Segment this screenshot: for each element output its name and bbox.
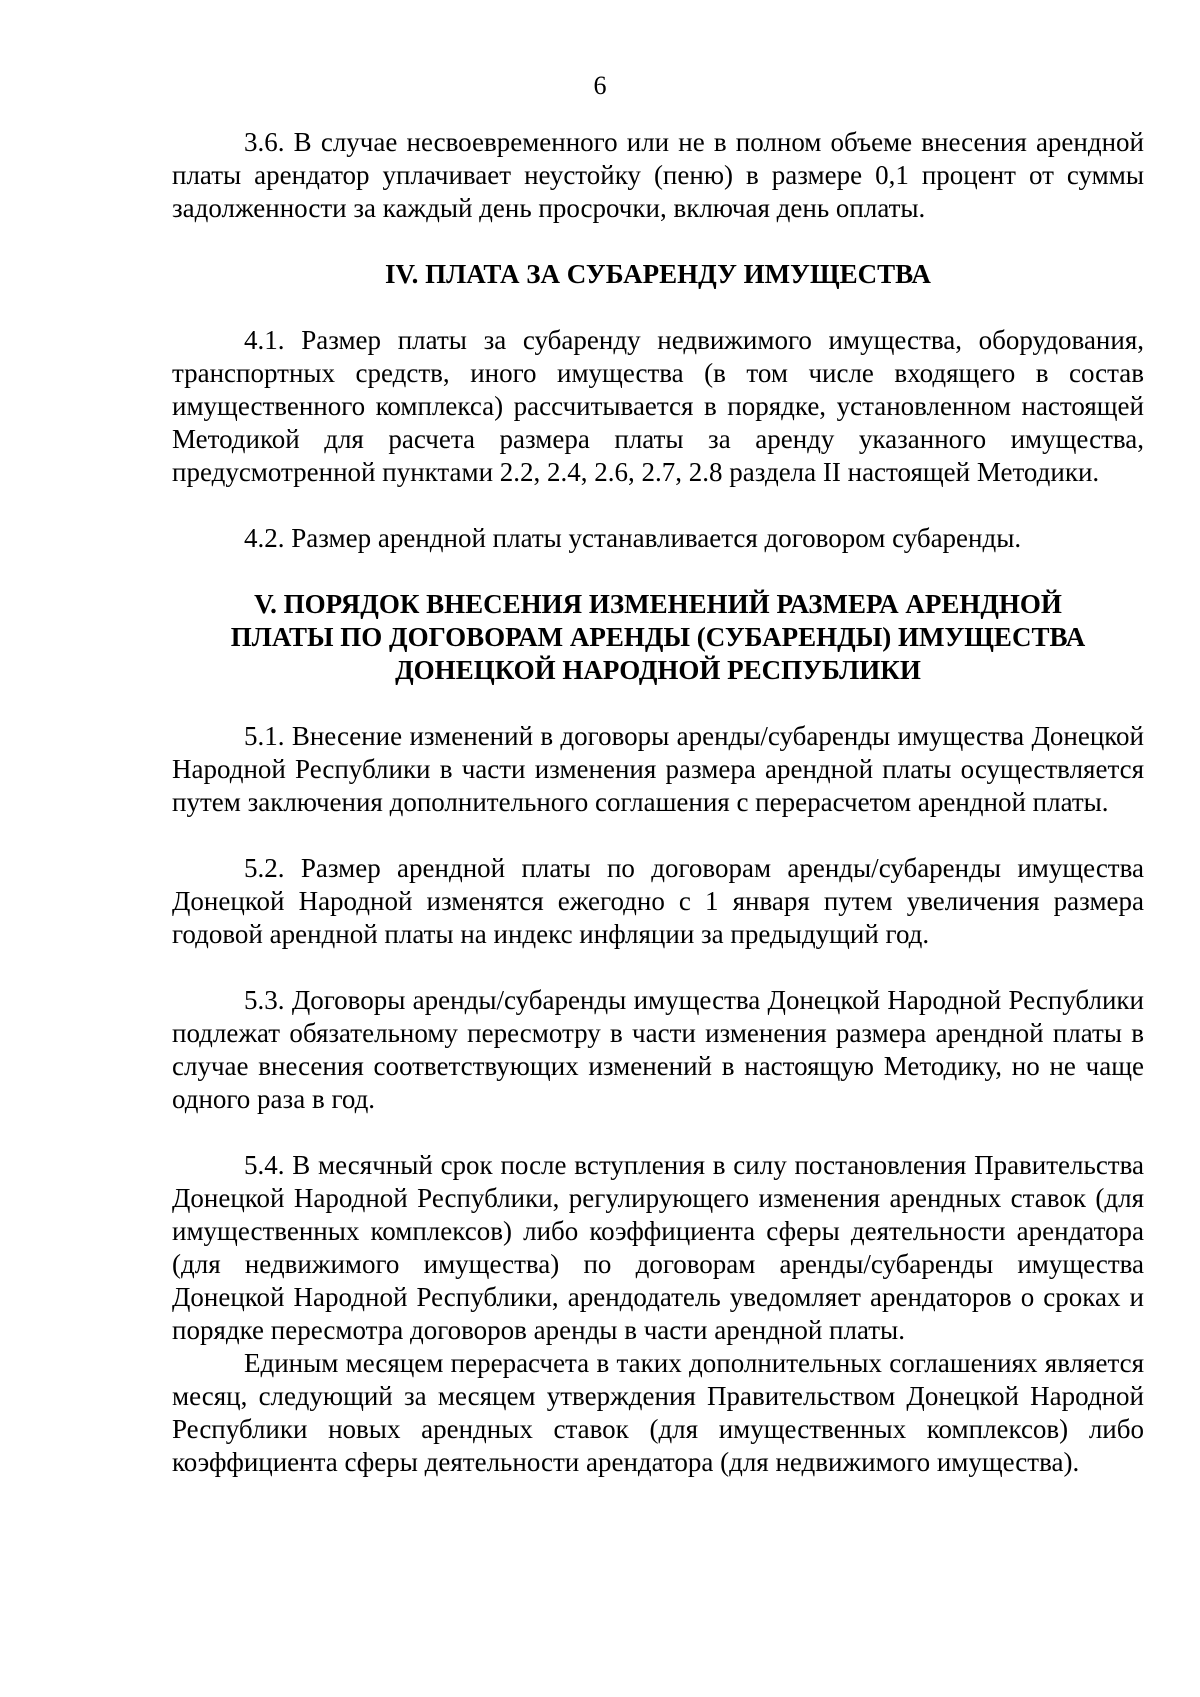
section-5-heading-line: ДОНЕЦКОЙ НАРОДНОЙ РЕСПУБЛИКИ	[395, 655, 921, 685]
paragraph-5-4: 5.4. В месячный срок после вступления в силу постановления Правительства Донецкой Народной Республики, регулирующего изменения арендных ставок (для имущественных комплексов) либо коэффициента сферы деятельности арендатора (для недвижимого имущества) по договорам аренды/субаренды имущества Донецкой Народной Республики, арендодатель уведомляет арендаторов о сроках и порядке пересмотра договоров аренды в части арендной платы.	[172, 1150, 1144, 1345]
paragraph-5-3: 5.3. Договоры аренды/субаренды имущества Донецкой Народной Республики подлежат обязательному пересмотру в части изменения размера арендной платы в случае внесения соответствующих изменений в настоящую Методику, но не чаще одного раза в год.	[172, 985, 1144, 1114]
paragraph-4-1: 4.1. Размер платы за субаренду недвижимого имущества, оборудования, транспортных средств, иного имущества (в том числе входящего в состав имущественного комплекса) рассчитывается в порядке, установленном настоящей Методикой для расчета размера платы за аренду указанного имущества, предусмотренной пунктами 2.2, 2.4, 2.6, 2.7, 2.8 раздела II настоящей Методики.	[172, 325, 1144, 487]
spacer	[172, 555, 1144, 588]
spacer	[172, 687, 1144, 720]
spacer	[172, 291, 1144, 324]
spacer	[172, 951, 1144, 984]
section-5-heading	[172, 588, 1144, 687]
page-number: 6	[593, 71, 607, 100]
spacer	[172, 819, 1144, 852]
paragraph-5-1: 5.1. Внесение изменений в договоры аренды/субаренды имущества Донецкой Народной Республики в части изменения размера арендной платы осуществляется путем заключения дополнительного соглашения с перерасчетом арендной платы.	[172, 721, 1144, 817]
spacer	[172, 225, 1144, 258]
document-body	[172, 126, 1144, 1479]
paragraph-5-4-continued: Единым месяцем перерасчета в таких дополнительных соглашениях является месяц, следующий за месяцем утверждения Правительством Донецкой Народной Республики новых арендных ставок (для имущественных комплексов) либо коэффициента сферы деятельности арендатора (для недвижимого имущества).	[172, 1348, 1144, 1477]
section-4-heading: IV. ПЛАТА ЗА СУБАРЕНДУ ИМУЩЕСТВА	[385, 259, 931, 289]
spacer	[172, 489, 1144, 522]
paragraph-3-6: 3.6. В случае несвоевременного или не в полном объеме внесения арендной платы арендатор уплачивает неустойку (пеню) в размере 0,1 процент от суммы задолженности за каждый день просрочки, включая день оплаты.	[172, 127, 1144, 223]
paragraph-4-2: 4.2. Размер арендной платы устанавливается договором субаренды.	[244, 523, 1022, 553]
section-5-heading-line: ПЛАТЫ ПО ДОГОВОРАМ АРЕНДЫ (СУБАРЕНДЫ) ИМУЩЕСТВА	[230, 622, 1086, 652]
spacer	[172, 1116, 1144, 1149]
section-5-heading-line: V. ПОРЯДОК ВНЕСЕНИЯ ИЗМЕНЕНИЙ РАЗМЕРА АРЕНДНОЙ	[254, 589, 1062, 619]
paragraph-5-2: 5.2. Размер арендной платы по договорам аренды/субаренды имущества Донецкой Народной изменятся ежегодно с 1 января путем увеличения размера годовой арендной платы на индекс инфляции за предыдущий год.	[172, 853, 1144, 949]
